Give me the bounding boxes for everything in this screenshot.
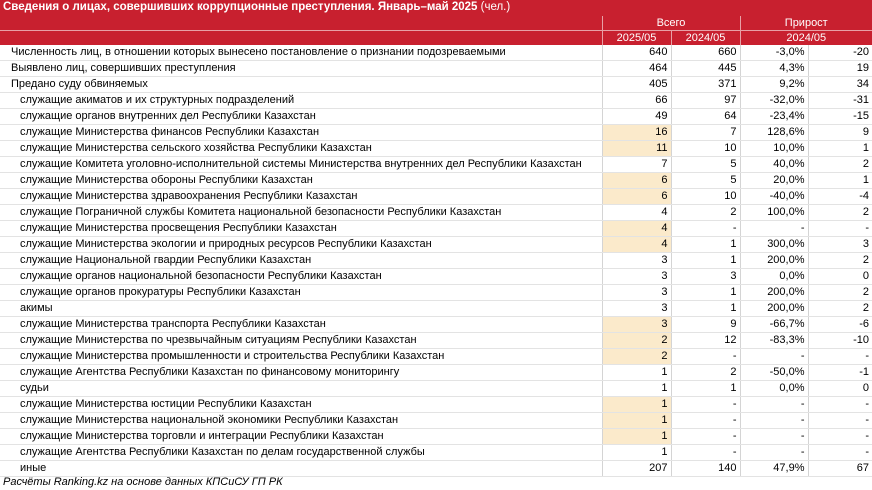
table-row xyxy=(0,333,872,349)
cell-2024: 64 xyxy=(671,109,740,125)
cell-growth-absolute: -20 xyxy=(808,45,872,61)
cell-growth-percent: -66,7% xyxy=(740,317,808,333)
row-label: служащие органов национальной безопасности Республики Казахстан xyxy=(0,269,602,285)
row-label: служащие органов прокуратуры Республики Казахстан xyxy=(0,285,602,301)
cell-growth-percent: - xyxy=(740,221,808,237)
row-label: служащие акиматов и их структурных подразделений xyxy=(0,93,602,109)
table-row xyxy=(0,173,872,189)
row-label: служащие Министерства финансов Республики Казахстан xyxy=(0,125,602,141)
cell-2024: 5 xyxy=(671,157,740,173)
cell-2024: 1 xyxy=(671,253,740,269)
table-row xyxy=(0,45,872,61)
table-row xyxy=(0,269,872,285)
cell-growth-absolute: 9 xyxy=(808,125,872,141)
row-label: судьи xyxy=(0,381,602,397)
cell-growth-absolute: -31 xyxy=(808,93,872,109)
row-label: Численность лиц, в отношении которых вынесено постановление о признании подозреваемыми xyxy=(0,45,602,61)
row-label: служащие Агентства Республики Казахстан по делам государственной службы xyxy=(0,445,602,461)
cell-2024: 5 xyxy=(671,173,740,189)
cell-2025: 6 xyxy=(602,189,671,205)
cell-2024: 2 xyxy=(671,205,740,221)
cell-growth-percent: -32,0% xyxy=(740,93,808,109)
cell-growth-absolute: -4 xyxy=(808,189,872,205)
cell-2025: 207 xyxy=(602,461,671,477)
cell-2024: 445 xyxy=(671,61,740,77)
table-row xyxy=(0,445,872,461)
table-row xyxy=(0,397,872,413)
cell-growth-absolute: 2 xyxy=(808,301,872,317)
row-label: иные xyxy=(0,461,602,477)
header-row-periods xyxy=(0,31,872,46)
cell-2025: 3 xyxy=(602,269,671,285)
cell-2024: 1 xyxy=(671,285,740,301)
cell-2024: 2 xyxy=(671,365,740,381)
cell-growth-absolute: 2 xyxy=(808,285,872,301)
cell-growth-percent: 200,0% xyxy=(740,253,808,269)
table-row xyxy=(0,93,872,109)
cell-2025: 4 xyxy=(602,237,671,253)
row-label: служащие Агентства Республики Казахстан по финансовому мониторингу xyxy=(0,365,602,381)
table-row xyxy=(0,365,872,381)
table-row xyxy=(0,237,872,253)
cell-growth-percent: - xyxy=(740,445,808,461)
cell-growth-percent: 20,0% xyxy=(740,173,808,189)
cell-growth-absolute: -6 xyxy=(808,317,872,333)
cell-growth-percent: - xyxy=(740,429,808,445)
cell-growth-absolute: - xyxy=(808,413,872,429)
cell-2025: 49 xyxy=(602,109,671,125)
cell-2024: - xyxy=(671,349,740,365)
cell-2024: 9 xyxy=(671,317,740,333)
table-row xyxy=(0,77,872,93)
cell-2025: 1 xyxy=(602,445,671,461)
header-label-blank-2 xyxy=(0,31,602,46)
cell-growth-absolute: - xyxy=(808,397,872,413)
cell-growth-absolute: - xyxy=(808,445,872,461)
cell-growth-absolute: -15 xyxy=(808,109,872,125)
cell-2025: 1 xyxy=(602,381,671,397)
cell-2024: 1 xyxy=(671,237,740,253)
cell-2024: 3 xyxy=(671,269,740,285)
cell-growth-percent: 0,0% xyxy=(740,381,808,397)
table-row xyxy=(0,349,872,365)
cell-2025: 3 xyxy=(602,285,671,301)
cell-2025: 3 xyxy=(602,317,671,333)
cell-growth-absolute: - xyxy=(808,221,872,237)
cell-growth-absolute: - xyxy=(808,349,872,365)
table-row xyxy=(0,461,872,477)
table-title: Сведения о лицах, совершивших коррупционные преступления. Январь–май 2025 xyxy=(3,1,478,13)
cell-growth-percent: 0,0% xyxy=(740,269,808,285)
table-row xyxy=(0,301,872,317)
row-label: служащие Министерства транспорта Республики Казахстан xyxy=(0,317,602,333)
table-row xyxy=(0,285,872,301)
row-label: служащие органов внутренних дел Республики Казахстан xyxy=(0,109,602,125)
cell-2025: 66 xyxy=(602,93,671,109)
cell-2025: 2 xyxy=(602,349,671,365)
cell-growth-absolute: 0 xyxy=(808,269,872,285)
cell-growth-percent: -3,0% xyxy=(740,45,808,61)
cell-2025: 16 xyxy=(602,125,671,141)
cell-2024: 1 xyxy=(671,381,740,397)
cell-growth-absolute: 0 xyxy=(808,381,872,397)
row-label: акимы xyxy=(0,301,602,317)
table-row xyxy=(0,429,872,445)
table-unit: (чел.) xyxy=(480,1,511,13)
header-col-2025: 2025/05 xyxy=(602,31,671,46)
cell-growth-percent: - xyxy=(740,413,808,429)
cell-2024: 97 xyxy=(671,93,740,109)
table-row xyxy=(0,413,872,429)
cell-growth-absolute: -10 xyxy=(808,333,872,349)
cell-growth-absolute: 2 xyxy=(808,157,872,173)
cell-2025: 2 xyxy=(602,333,671,349)
cell-2025: 3 xyxy=(602,301,671,317)
cell-growth-absolute: 34 xyxy=(808,77,872,93)
cell-2024: 140 xyxy=(671,461,740,477)
cell-growth-percent: 300,0% xyxy=(740,237,808,253)
cell-growth-absolute: -1 xyxy=(808,365,872,381)
row-label: служащие Национальной гвардии Республики Казахстан xyxy=(0,253,602,269)
cell-2025: 1 xyxy=(602,413,671,429)
cell-growth-percent: -23,4% xyxy=(740,109,808,125)
table-row xyxy=(0,61,872,77)
cell-growth-absolute: 67 xyxy=(808,461,872,477)
cell-growth-percent: -40,0% xyxy=(740,189,808,205)
cell-growth-percent: 100,0% xyxy=(740,205,808,221)
table-row xyxy=(0,317,872,333)
cell-2025: 1 xyxy=(602,365,671,381)
cell-2025: 1 xyxy=(602,397,671,413)
cell-2024: 371 xyxy=(671,77,740,93)
table-row xyxy=(0,141,872,157)
row-label: служащие Министерства здравоохранения Республики Казахстан xyxy=(0,189,602,205)
cell-growth-absolute: - xyxy=(808,429,872,445)
table-row xyxy=(0,109,872,125)
cell-growth-percent: 9,2% xyxy=(740,77,808,93)
header-group-total: Всего xyxy=(602,16,740,31)
table-body xyxy=(0,45,872,477)
cell-2025: 3 xyxy=(602,253,671,269)
cell-growth-absolute: 19 xyxy=(808,61,872,77)
row-label: служащие Комитета уголовно-исполнительной системы Министерства внутренних дел Республики Казахстан xyxy=(0,157,602,173)
row-label: Предано суду обвиняемых xyxy=(0,77,602,93)
table-row xyxy=(0,221,872,237)
cell-2024: - xyxy=(671,221,740,237)
cell-growth-absolute: 1 xyxy=(808,173,872,189)
cell-2024: 10 xyxy=(671,189,740,205)
row-label: служащие Министерства просвещения Республики Казахстан xyxy=(0,221,602,237)
row-label: служащие Министерства национальной экономики Республики Казахстан xyxy=(0,413,602,429)
cell-2025: 6 xyxy=(602,173,671,189)
row-label: служащие Министерства сельского хозяйства Республики Казахстан xyxy=(0,141,602,157)
cell-2024: - xyxy=(671,429,740,445)
table-title-bar xyxy=(0,0,872,16)
header-row-groups xyxy=(0,16,872,31)
cell-growth-percent: - xyxy=(740,349,808,365)
cell-2024: 10 xyxy=(671,141,740,157)
cell-2024: - xyxy=(671,445,740,461)
cell-2024: 12 xyxy=(671,333,740,349)
cell-growth-percent: 200,0% xyxy=(740,285,808,301)
row-label: служащие Министерства юстиции Республики Казахстан xyxy=(0,397,602,413)
header-col-growth-period: 2024/05 xyxy=(740,31,872,46)
cell-growth-percent: -50,0% xyxy=(740,365,808,381)
row-label: Выявлено лиц, совершивших преступления xyxy=(0,61,602,77)
cell-growth-absolute: 2 xyxy=(808,205,872,221)
cell-growth-percent: 40,0% xyxy=(740,157,808,173)
cell-2025: 405 xyxy=(602,77,671,93)
table-row xyxy=(0,253,872,269)
cell-2024: - xyxy=(671,413,740,429)
cell-2025: 640 xyxy=(602,45,671,61)
cell-2025: 1 xyxy=(602,429,671,445)
cell-growth-percent: 10,0% xyxy=(740,141,808,157)
row-label: служащие Министерства по чрезвычайным ситуациям Республики Казахстан xyxy=(0,333,602,349)
row-label: служащие Министерства обороны Республики Казахстан xyxy=(0,173,602,189)
cell-growth-absolute: 1 xyxy=(808,141,872,157)
data-table xyxy=(0,16,872,477)
table-row xyxy=(0,381,872,397)
cell-growth-absolute: 2 xyxy=(808,253,872,269)
cell-growth-percent: - xyxy=(740,397,808,413)
row-label: служащие Министерства торговли и интеграции Республики Казахстан xyxy=(0,429,602,445)
source-footnote: Расчёты Ranking.kz на основе данных КПСиСУ ГП РК xyxy=(3,476,283,488)
cell-growth-percent: 4,3% xyxy=(740,61,808,77)
cell-growth-percent: 200,0% xyxy=(740,301,808,317)
cell-2025: 4 xyxy=(602,221,671,237)
cell-2024: - xyxy=(671,397,740,413)
cell-growth-percent: 128,6% xyxy=(740,125,808,141)
header-group-growth: Прирост xyxy=(740,16,872,31)
row-label: служащие Министерства промышленности и строительства Республики Казахстан xyxy=(0,349,602,365)
cell-2025: 7 xyxy=(602,157,671,173)
header-label-blank xyxy=(0,16,602,31)
cell-2025: 4 xyxy=(602,205,671,221)
table-row xyxy=(0,205,872,221)
header-col-2024: 2024/05 xyxy=(671,31,740,46)
row-label: служащие Пограничной службы Комитета национальной безопасности Республики Казахстан xyxy=(0,205,602,221)
cell-2024: 660 xyxy=(671,45,740,61)
cell-2024: 7 xyxy=(671,125,740,141)
cell-2025: 464 xyxy=(602,61,671,77)
cell-growth-absolute: 3 xyxy=(808,237,872,253)
table-row xyxy=(0,189,872,205)
cell-growth-percent: -83,3% xyxy=(740,333,808,349)
cell-2024: 1 xyxy=(671,301,740,317)
cell-2025: 11 xyxy=(602,141,671,157)
row-label: служащие Министерства экологии и природных ресурсов Республики Казахстан xyxy=(0,237,602,253)
table-row xyxy=(0,125,872,141)
cell-growth-percent: 47,9% xyxy=(740,461,808,477)
table-row xyxy=(0,157,872,173)
